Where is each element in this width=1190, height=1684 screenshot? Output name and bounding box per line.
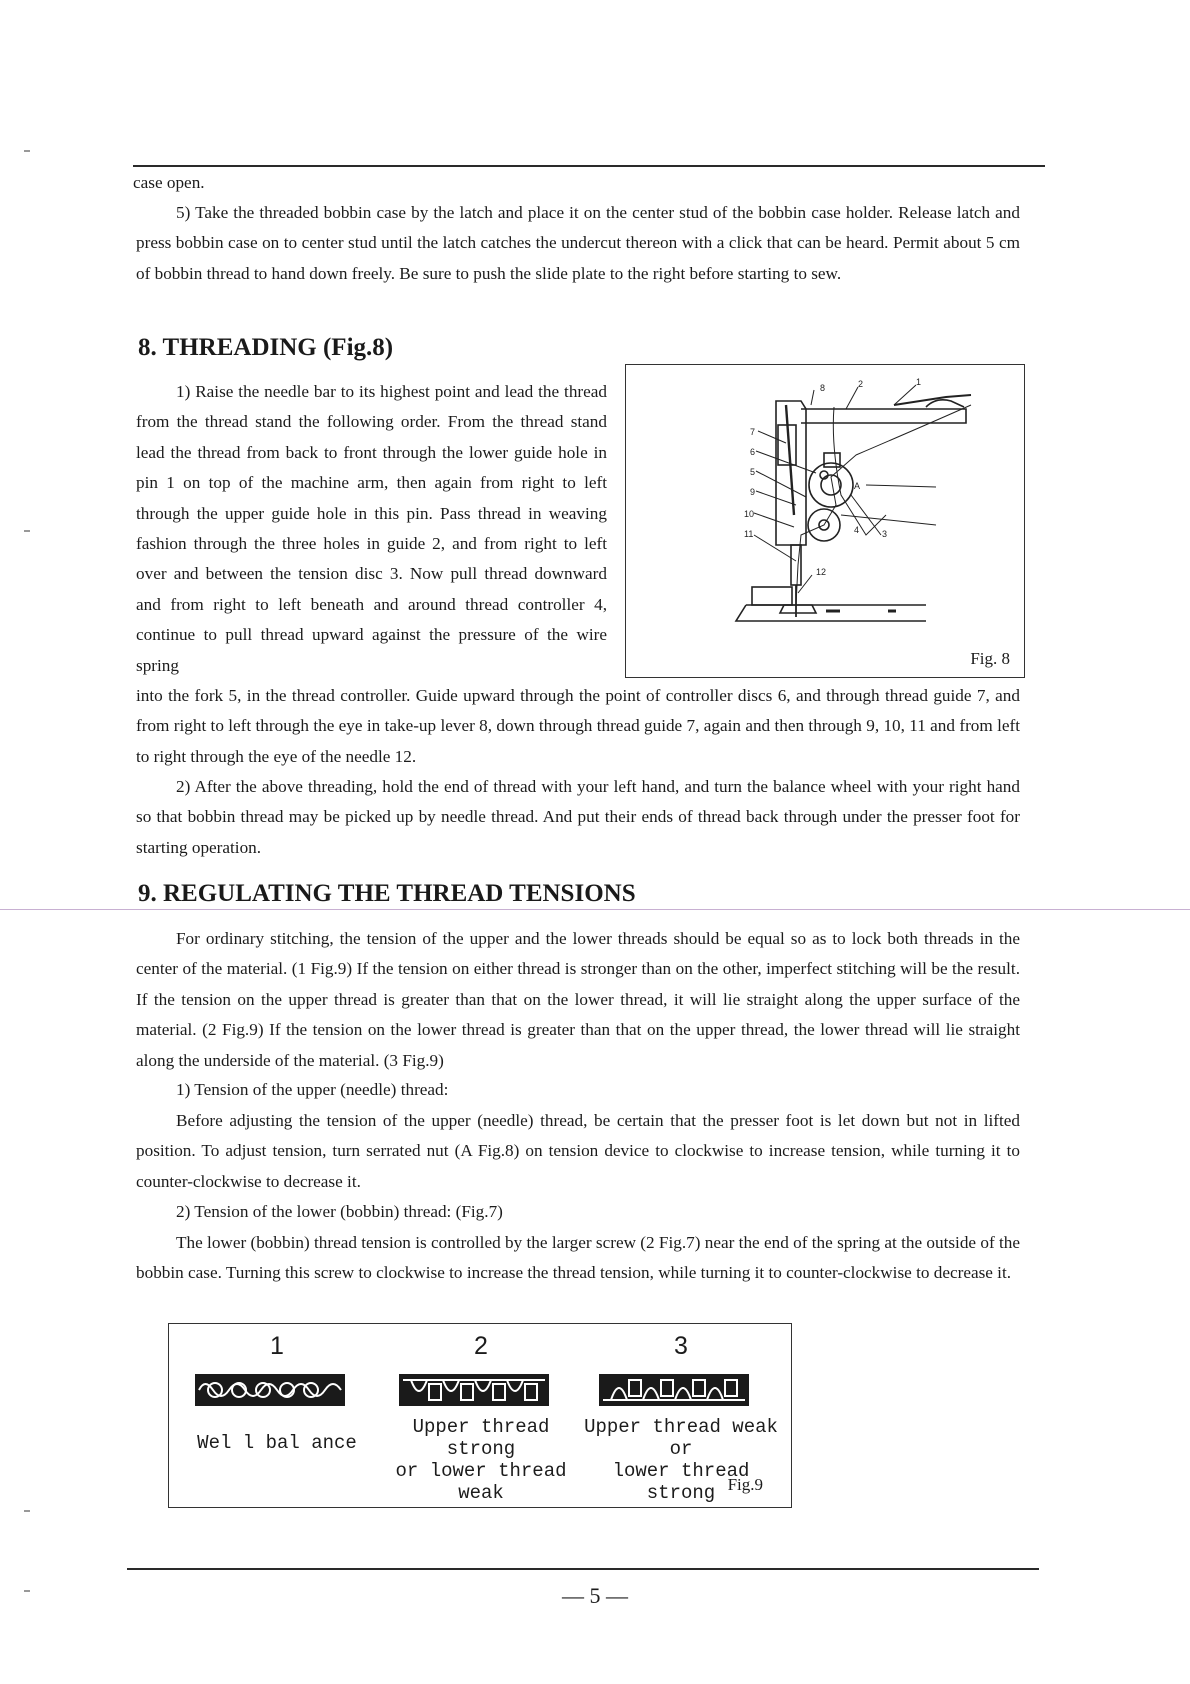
figure-8-threading-diagram (625, 364, 1025, 678)
threading-step-1-part-1: 1) Raise the needle bar to its highest point and lead the thread from the thread stand the following order. From the thread stand lead the thread from back to front through the lower guide hole in pin 1 on top of the machine arm, then again from right to left through the upper guide hole in this pin. Pass thread in weaving fashion through the three holes in guide 2, and from right to left over and between the tension disc 3. Now pull thread downward and from right to left beneath and around thread controller 4, continue to pull thread upward against the pressure of the wire spring (136, 382, 607, 675)
section-9-heading: 9. REGULATING THE THREAD TENSIONS (138, 880, 636, 907)
lower-strong-stitch-icon (581, 1372, 781, 1412)
machine-head-drawing (626, 365, 1026, 679)
label-1: 1 (916, 377, 922, 387)
label-3: 3 (882, 529, 888, 539)
threading-step-2: 2) After the above threading, hold the end of thread with your left hand, and turn the balance wheel with your right hand so that bobbin thread may be picked up by needle thread. And put their ends of thread back through under the presser foot for starting operation. (136, 777, 1020, 857)
label-5: 5 (750, 467, 756, 477)
tension-number-1: 1 (270, 1332, 284, 1360)
margin-mark (24, 150, 30, 152)
lower-strong-label: Upper thread weak or lower thread strong (584, 1416, 778, 1504)
figure-9-caption: Fig.9 (727, 1475, 763, 1494)
section-8-heading: 8. THREADING (Fig.8) (138, 334, 394, 361)
tension-column-2 (381, 1324, 581, 1507)
step-5-paragraph: 5) Take the threaded bobbin case by the latch and place it on the center stud of the bobbin case holder. Release latch and press bobbin case on to center stud until the latch catches the undercut thereon with a click that can be heard. Permit about 5 cm of bobbin thread to hand down freely. Be sure to push the slide plate to the right before starting to sew. (136, 203, 1020, 283)
lower-tension-title: 2) Tension of the lower (bobbin) thread: (Fig.7) (176, 1202, 503, 1221)
margin-mark (24, 1590, 30, 1592)
label-2: 2 (858, 379, 864, 389)
label-8: 8 (820, 383, 826, 393)
tension-number-2: 2 (474, 1332, 488, 1360)
margin-mark (24, 530, 30, 532)
tension-column-1 (177, 1324, 377, 1507)
upper-strong-stitch-icon (381, 1372, 581, 1412)
top-rule (133, 165, 1045, 167)
balanced-stitch-icon (177, 1372, 377, 1412)
label-10: 10 (744, 509, 755, 519)
label-11: 11 (744, 529, 754, 539)
threading-step-1-part-2: into the fork 5, in the thread controller. Guide upward through the point of controller discs 6, and through thread guide 7, and from right to left through the eye in take-up lever 8, down through thread guide 7, again and then through 9, 10, 11 and from left to right through the eye of the needle 12. (136, 686, 1020, 766)
upper-tension-body: Before adjusting the tension of the upper (needle) thread, be certain that the presser foot is let down but not in lifted position. To adjust tension, turn serrated nut (A Fig.8) on tension device to clockwise to increase tension, while turning it to counter-clockwise to decrease it. (136, 1111, 1020, 1191)
label-4: 4 (854, 525, 860, 535)
figure-9-tension-diagram (168, 1323, 792, 1508)
page-number: — 5 — (562, 1583, 628, 1608)
label-7: 7 (750, 427, 756, 437)
label-12: 12 (816, 567, 827, 577)
label-6: 6 (750, 447, 756, 457)
tension-number-3: 3 (674, 1332, 688, 1360)
label-9: 9 (750, 487, 756, 497)
balanced-label: Wel l bal ance (197, 1432, 357, 1454)
tension-intro: For ordinary stitching, the tension of the upper and the lower threads should be equal so as to lock both threads in the center of the material. (1 Fig.9) If the tension on either thread is stronger than on the other, imperfect stitching will be the result. If the tension on the upper thread is greater than that on the lower thread, it will lie straight along the upper surface of the material. (2 Fig.9) If the tension on the lower thread is greater than that on the upper thread, the lower thread will lie straight along the underside of the material. (3 Fig.9) (136, 929, 1020, 1070)
upper-tension-title: 1) Tension of the upper (needle) thread: (176, 1080, 449, 1099)
label-A: A (854, 481, 861, 491)
upper-strong-label: Upper thread strong or lower thread weak (395, 1416, 567, 1504)
lower-tension-body: The lower (bobbin) thread tension is controlled by the larger screw (2 Fig.7) near the end of the spring at the outside of the bobbin case. Turning this screw to clockwise to increase the thread tension, while turning it to counter-clockwise to decrease it. (136, 1233, 1020, 1283)
continuation-text: case open. (133, 173, 205, 192)
section-divider (0, 909, 1190, 910)
bottom-rule (127, 1568, 1039, 1570)
margin-mark (24, 1510, 30, 1512)
figure-8-caption: Fig. 8 (970, 649, 1010, 668)
